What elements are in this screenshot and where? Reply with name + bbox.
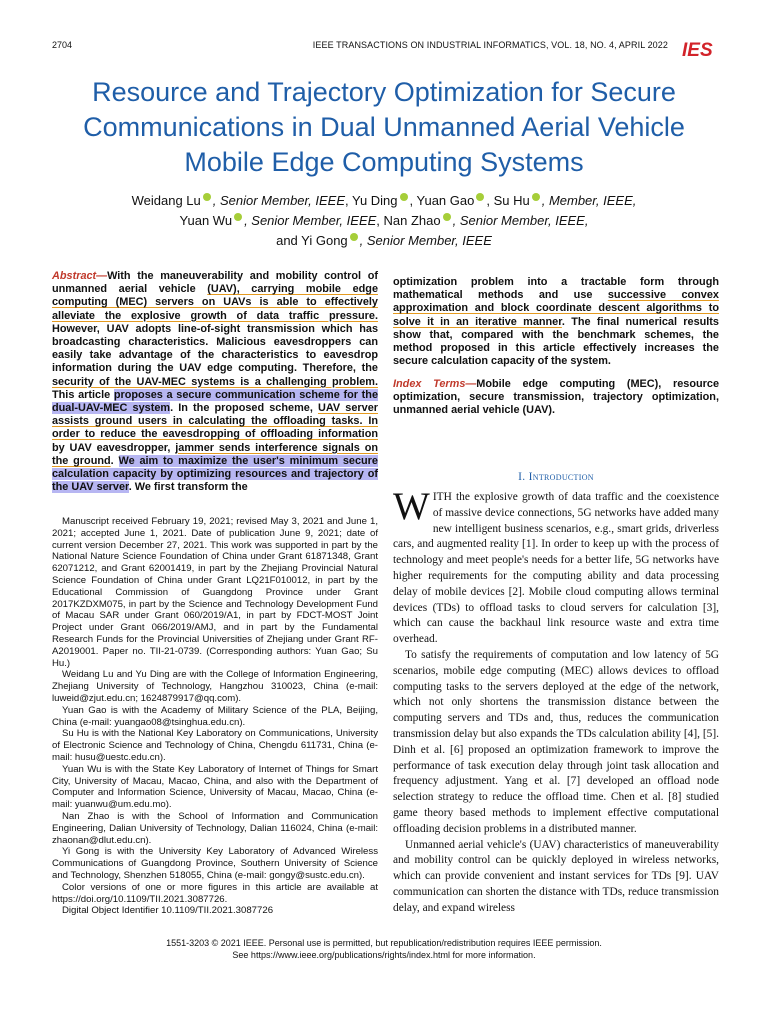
ies-logo-icon bbox=[680, 38, 720, 60]
copyright-line: 1551-3203 © 2021 IEEE. Personal use is permitted, but republication/redistribution requires IEEE permission. bbox=[166, 938, 602, 948]
author-list bbox=[40, 191, 728, 251]
abstract-continued bbox=[393, 276, 719, 368]
page-number: 2704 bbox=[52, 40, 73, 50]
abstract-text: This article bbox=[52, 388, 114, 401]
copyright-footer bbox=[40, 938, 728, 961]
orcid-icon[interactable] bbox=[443, 213, 451, 221]
underlined-text: UAV server assists ground users in calculating the offloading tasks. In order to reduce the eavesdropping of offloading information bbox=[52, 402, 378, 441]
orcid-icon[interactable] bbox=[476, 193, 484, 201]
orcid-icon[interactable] bbox=[234, 213, 242, 221]
introduction-body bbox=[393, 485, 719, 917]
author-grade: , Senior Member, IEEE bbox=[212, 193, 345, 208]
intro-paragraph bbox=[393, 485, 719, 648]
footnote: Su Hu is with the National Key Laboratory on Communications, University of Electronic Science and Technology of China, Chengdu 611731, China (e-mail: husu@uestc.edu.cn). bbox=[52, 728, 378, 763]
section-heading bbox=[393, 471, 719, 483]
abstract bbox=[52, 270, 378, 494]
footnote: Digital Object Identifier 10.1109/TII.2021.3087726 bbox=[62, 905, 274, 917]
abstract-text: by UAV eavesdropper, bbox=[52, 441, 176, 454]
footnotes bbox=[52, 516, 378, 917]
paper-title: Resource and Trajectory Optimization for Secure Communications in Dual Unmanned Aerial Vehicle Mobile Edge Computing Systems bbox=[83, 77, 685, 177]
orcid-icon[interactable] bbox=[532, 193, 540, 201]
underlined-text: jammer sends interference signals on the ground bbox=[52, 441, 379, 467]
section-title: Introduction bbox=[528, 471, 594, 483]
abstract-text: However, UAV adopts line-of-sight transmission which has broadcasting characteristics. Malicious eavesdroppers can easily take advantage of the characteristics to eavesdrop information during the UAV edge computing. Therefore, the bbox=[52, 322, 378, 375]
intro-paragraph: Unmanned aerial vehicle's (UAV) characteristics of maneuverability and mobility control can be quickly deployed in wireless networks, which can provide convenient and instant services for TDs [9]. UAV communication can shorten the distance with TDs, reduce transmission delay, and expand wireless bbox=[393, 838, 719, 914]
abstract-text: With the maneuverability and mobility control of unmanned aerial vehicle bbox=[52, 270, 378, 296]
author-name: , Nan Zhao bbox=[376, 213, 441, 228]
highlighted-text: We aim to maximize the user's minimum secure calculation capacity by optimizing resources and trajectory of the UAV server bbox=[52, 454, 378, 494]
underlined-text: successive convex approximation and block coordinate descent algorithms to solve it in an iterative manner bbox=[393, 289, 719, 328]
author-line-3 bbox=[40, 231, 728, 251]
orcid-icon[interactable] bbox=[400, 193, 408, 201]
abstract-heading: Abstract— bbox=[52, 270, 108, 282]
footnote: Yuan Wu is with the State Key Laboratory of Internet of Things for Smart City, University of Macau, Macao, China, and also with the Department of Computer and Information Science, University of Macau, Macao, China (e-mail: yuanwu@um.edu.mo). bbox=[52, 763, 378, 811]
abstract-text: optimization problem into a tractable form through mathematical methods and use bbox=[393, 276, 719, 302]
author-name: Yuan Wu bbox=[179, 213, 233, 228]
author-grade: , Senior Member, IEEE bbox=[359, 233, 492, 248]
abstract-text: . The final numerical results show that, compared with the benchmark schemes, the method proposed in this article effectively increases the secure calculation capacity of the system. bbox=[393, 315, 719, 368]
author-line-2 bbox=[40, 211, 728, 231]
footnote: Color versions of one or more figures in this article are available at https://doi.org/10.1109/TII.2021.3087726. bbox=[52, 881, 378, 905]
journal-header: IEEE TRANSACTIONS ON INDUSTRIAL INFORMATICS, VOL. 18, NO. 4, APRIL 2022 bbox=[312, 40, 668, 50]
author-name: , Yu Ding bbox=[345, 193, 398, 208]
author-name: and Yi Gong bbox=[276, 233, 348, 248]
underlined-text: security of the UAV-MEC systems is a challenging problem. bbox=[52, 375, 378, 388]
intro-paragraph-text: ITH the explosive growth of data traffic and the coexistence of massive device connections, 5G networks have added many new intelligent business scenarios, e.g., smart grids, driverless cars, and augmented reality [1]. In order to keep up with the process of technology and meet people's needs for a better life, 5G networks have higher requirements for the computing ability and data processing delay of mobile devices [2]. Mobile cloud computing allows terminal devices (TDs) to offload tasks to cloud servers for calculation [3], which can cause the backhaul link resource waste and extra time overhead. bbox=[393, 491, 719, 646]
author-grade: , Senior Member, IEEE bbox=[244, 213, 377, 228]
svg-text:IES: IES bbox=[682, 40, 713, 60]
footnote: Weidang Lu and Yu Ding are with the College of Information Engineering, Zhejiang University of Technology, Hangzhou 310023, China (e-mail: luweid@zjut.edu.cn; 1624879917@qq.com). bbox=[52, 669, 378, 704]
footnote: Yuan Gao is with the Academy of Military Science of the PLA, Beijing, China (e-mail: yuangao08@tsinghua.edu.cn). bbox=[52, 704, 378, 728]
orcid-icon[interactable] bbox=[350, 233, 358, 241]
abstract-text: . We first transform the bbox=[128, 481, 248, 494]
rights-link-line[interactable]: See https://www.ieee.org/publications/rights/index.html for more information. bbox=[232, 949, 536, 960]
drop-cap: W bbox=[393, 485, 430, 528]
author-grade: , Senior Member, IEEE, bbox=[452, 213, 589, 228]
index-terms-heading: Index Terms— bbox=[393, 378, 477, 390]
underlined-text: (UAV), carrying mobile edge computing (MEC) servers on UAVs is able to effectively alleviate the explosive growth of data traffic pressure. bbox=[52, 283, 378, 322]
author-grade: , Member, IEEE, bbox=[541, 193, 637, 208]
author-line-1 bbox=[40, 191, 728, 211]
author-name: Weidang Lu bbox=[131, 193, 201, 208]
highlighted-text: proposes a secure communication scheme for the dual-UAV-MEC system bbox=[52, 388, 379, 415]
index-terms-text: Mobile edge computing (MEC), resource optimization, secure transmission, trajectory optimization, unmanned aerial vehicle (UAV). bbox=[393, 378, 719, 417]
index-terms bbox=[393, 378, 719, 418]
author-name: , Yuan Gao bbox=[409, 193, 475, 208]
section-number: I. bbox=[518, 471, 526, 483]
footnote: Manuscript received February 19, 2021; revised May 3, 2021 and June 1, 2021; accepted June 1, 2021. Date of publication June 9, 2021; date of current version December 27, 2021. This work was supported in part by the National Nature Science Foundation of China under Grant 61871348, Grant 62071212, and Grant 62001419, in part by the Zhejiang Provincial Natural Science Foundation of China under Grant LQ21F010012, in part by the Educational Commission of Guangdong Province under Grant 2017KZDXM075, in part by the Science and Technology Development Fund of Macau SAR under Grant 060/2019/A1, in part by FDCT-MOST Joint Project under Grant 066/2019/AMJ, and in part by the Fundamental Research Funds for the Provincial Universities of Zhejiang under Grant RF-A2019001. Paper no. TII-21-0739. (Corresponding authors: Yuan Gao; Su Hu.) bbox=[52, 516, 378, 669]
abstract-text: . In the proposed scheme, bbox=[170, 402, 318, 415]
orcid-icon[interactable] bbox=[203, 193, 211, 201]
author-name: , Su Hu bbox=[486, 193, 530, 208]
intro-paragraph: To satisfy the requirements of computation and low latency of 5G scenarios, mobile edge computing (MEC) allows devices to offload computing tasks to the servers deployed at the edge of the network, which not only shortens the transmission distance between the computing servers and TDs and, thus, reduces the communication transmission delay but also expands the TDs calculation ability [4], [5]. Dinh et al. [6] proposed an optimization framework to improve the performance of task execution delay through joint task allocation and frequency adjustment. Yang et al. [7] developed an offload node selection strategy to reduce the offload time. Chen et al. [8] studied game theory based methods to implement effective computational offloading decision problems in a distributed manner. bbox=[393, 648, 719, 835]
footnote: Yi Gong is with the University Key Laboratory of Advanced Wireless Communications of Guangdong Province, Southern University of Science and Technology, Shenzhen 518055, China (e-mail: gongy@sustc.edu.cn). bbox=[52, 846, 378, 881]
footnote: Nan Zhao is with the School of Information and Communication Engineering, Dalian University of Technology, Dalian 116024, China (e-mail: zhaonan@dlut.edu.cn). bbox=[52, 810, 378, 846]
abstract-text: . bbox=[110, 454, 119, 467]
